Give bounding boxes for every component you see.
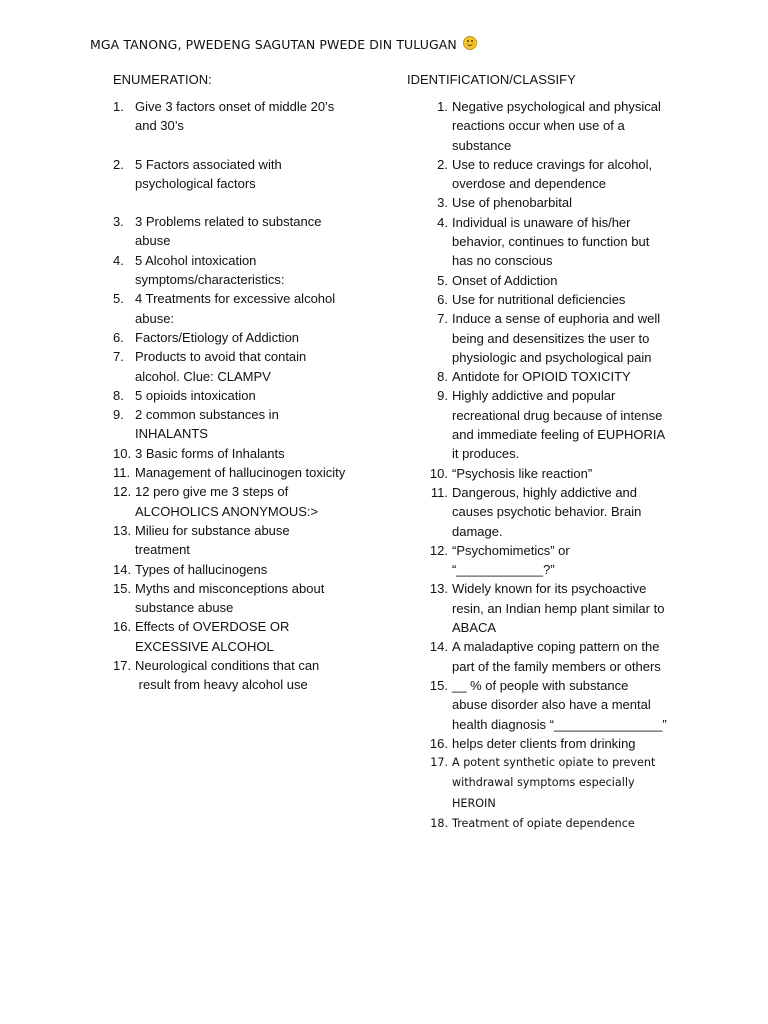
item-text-line: Widely known for its psychoactive: [452, 581, 647, 597]
item-text-line: Individual is unaware of his/her: [452, 214, 631, 230]
item-text-line: Use for nutritional deficiencies: [452, 291, 626, 307]
item-number: 4.: [437, 214, 448, 230]
item-number: 14.: [429, 639, 448, 655]
item-text-line: Products to avoid that contain: [135, 349, 307, 365]
list-item: [428, 367, 688, 386]
item-text-line: abuse:: [135, 310, 175, 326]
item-text-line: 4 Treatments for excessive alcohol: [135, 291, 336, 307]
item-text-line: and 30’s: [135, 118, 184, 134]
item-text-line: Management of hallucinogen toxicity: [135, 465, 346, 481]
item-text-line: ABACA: [452, 620, 497, 636]
item-text-line: alcohol. Clue: CLAMPV: [135, 368, 271, 384]
list-item: [428, 213, 688, 271]
item-number: 17.: [430, 756, 448, 770]
item-text-line: Negative psychological and physical: [452, 99, 661, 114]
identification-title: IDENTIFICATION/CLASSIFY: [407, 72, 576, 87]
list-item: [113, 212, 373, 251]
item-text-line: it produces.: [452, 446, 520, 462]
list-item: [428, 155, 688, 194]
item-text-line: substance abuse: [135, 600, 234, 616]
item-text-line: causes psychotic behavior. Brain: [452, 504, 642, 520]
item-text-line: Onset of Addiction: [452, 272, 558, 288]
item-text-line: HEROIN: [452, 796, 496, 810]
item-text-line: 5 opioids intoxication: [135, 387, 256, 403]
item-number: 3.: [113, 214, 124, 230]
item-text-line: Factors/Etiology of Addiction: [135, 329, 300, 345]
item-text-line: “Psychosis like reaction”: [452, 465, 593, 481]
list-item: [428, 464, 688, 483]
item-number: 13.: [429, 581, 448, 597]
list-item: [428, 541, 688, 580]
item-text-line: “____________?”: [452, 562, 555, 578]
enumeration-list: [113, 97, 373, 695]
item-number: 11.: [113, 465, 131, 481]
item-text-line: symptoms/characteristics:: [135, 272, 285, 288]
list-item: [113, 386, 373, 405]
identification-list: [428, 97, 688, 834]
item-number: 2.: [437, 156, 448, 172]
item-text-line: A maladaptive coping pattern on the: [452, 639, 660, 655]
item-text-line: “Psychomimetics” or: [452, 542, 570, 558]
item-number: 17.: [113, 658, 132, 674]
list-item: [113, 521, 373, 560]
item-text-line: 5 Factors associated with: [135, 156, 282, 172]
header-title: MGA TANONG, PWEDENG SAGUTAN PWEDE DIN TULUGAN: [90, 37, 457, 52]
item-text-line: Highly addictive and popular: [452, 388, 616, 404]
item-text-line: Induce a sense of euphoria and well: [452, 311, 661, 327]
item-text-line: treatment: [135, 542, 190, 558]
item-number: 8.: [437, 369, 448, 385]
list-item: [428, 271, 688, 290]
enumeration-title: ENUMERATION:: [113, 72, 212, 87]
list-item: [428, 814, 688, 834]
item-number: 13.: [113, 522, 132, 538]
list-item: [113, 444, 373, 463]
item-number: 7.: [113, 349, 124, 365]
list-item: [428, 386, 688, 463]
item-number: 15.: [113, 580, 132, 596]
item-number: 2.: [113, 156, 124, 172]
item-text-line: 12 pero give me 3 steps of: [135, 484, 289, 500]
item-text-line: __ % of people with substance: [452, 677, 629, 693]
item-number: 16.: [429, 735, 448, 751]
list-item: [113, 656, 373, 695]
list-item: [428, 579, 688, 637]
item-text-line: substance: [452, 137, 512, 153]
list-item: [113, 482, 373, 521]
item-text-line: health diagnosis “_______________”: [452, 716, 667, 732]
item-text-line: 3 Basic forms of Inhalants: [135, 445, 285, 461]
item-text-line: resin, an Indian hemp plant similar to: [452, 600, 665, 616]
item-text-line: ALCOHOLICS ANONYMOUS:>: [135, 503, 319, 519]
item-text-line: has no conscious: [452, 253, 553, 269]
item-text-line: Myths and misconceptions about: [135, 580, 325, 596]
item-text-line: INHALANTS: [135, 426, 208, 442]
item-text-line: being and desensitizes the user to: [452, 330, 650, 346]
item-text-line: 2 common substances in: [135, 407, 279, 423]
item-number: 11.: [430, 484, 448, 500]
item-number: 12.: [113, 484, 132, 500]
list-item: [113, 251, 373, 290]
list-item: [113, 289, 373, 328]
item-number: 10.: [113, 445, 132, 461]
item-number: 4.: [113, 252, 124, 268]
item-number: 9.: [113, 407, 124, 423]
list-item: [428, 637, 688, 676]
list-item: [428, 483, 688, 541]
page-header: [90, 36, 477, 52]
item-number: 5.: [113, 291, 124, 307]
item-text-line: Treatment of opiate dependence: [452, 816, 635, 830]
item-text-line: recreational drug because of intense: [452, 407, 663, 423]
item-number: 15.: [429, 677, 448, 693]
list-item: [428, 193, 688, 212]
list-item: [113, 405, 373, 444]
item-text-line: psychological factors: [135, 175, 256, 191]
item-text-line: behavior, continues to function but: [452, 234, 650, 250]
item-number: 10.: [429, 465, 448, 481]
item-number: 6.: [437, 291, 448, 307]
item-text-line: Milieu for substance abuse: [135, 522, 290, 538]
item-number: 8.: [113, 387, 124, 403]
item-text-line: Give 3 factors onset of middle 20’s: [135, 99, 335, 114]
item-text-line: 3 Problems related to substance: [135, 214, 322, 230]
item-number: 6.: [113, 329, 124, 345]
list-item: [428, 734, 688, 753]
item-text-line: Antidote for OPIOID TOXICITY: [452, 369, 631, 385]
list-item: [428, 290, 688, 309]
list-item: [113, 97, 373, 136]
list-item: [113, 560, 373, 579]
list-item: [113, 155, 373, 194]
item-text-line: Effects of OVERDOSE OR: [135, 619, 290, 635]
list-item: [113, 347, 373, 386]
list-item: [113, 617, 373, 656]
item-text-line: 5 Alcohol intoxication: [135, 252, 257, 268]
item-number: 1.: [437, 99, 448, 114]
item-text-line: damage.: [452, 523, 503, 539]
item-text-line: abuse: [135, 233, 171, 249]
item-text-line: A potent synthetic opiate to prevent: [452, 756, 656, 770]
list-item: [428, 753, 688, 814]
item-text-line: Types of hallucinogens: [135, 561, 268, 577]
item-number: 3.: [437, 195, 448, 211]
item-number: 12.: [429, 542, 448, 558]
item-number: 1.: [113, 99, 124, 114]
item-text-line: Use to reduce cravings for alcohol,: [452, 156, 653, 172]
item-text-line: Dangerous, highly addictive and: [452, 484, 638, 500]
list-item: [428, 309, 688, 367]
item-text-line: overdose and dependence: [452, 176, 606, 192]
list-item: [113, 579, 373, 618]
list-item: [113, 463, 373, 482]
list-item: [428, 97, 688, 155]
item-text-line: EXCESSIVE ALCOHOL: [135, 638, 274, 654]
item-text-line: withdrawal symptoms especially: [452, 776, 635, 790]
item-number: 5.: [437, 272, 448, 288]
item-text-line: Neurological conditions that can: [135, 658, 320, 674]
item-text-line: helps deter clients from drinking: [452, 735, 636, 751]
item-text-line: part of the family members or others: [452, 658, 661, 674]
item-number: 14.: [113, 561, 132, 577]
item-text-line: and immediate feeling of EUPHORIA: [452, 427, 666, 443]
item-number: 16.: [113, 619, 132, 635]
item-number: 9.: [437, 388, 448, 404]
smiley-face-icon: [463, 36, 477, 50]
item-text-line: physiologic and psychological pain: [452, 349, 652, 365]
list-item: [113, 328, 373, 347]
item-number: 18.: [430, 816, 448, 830]
item-text-line: reactions occur when use of a: [452, 118, 625, 134]
item-text-line: abuse disorder also have a mental: [452, 697, 651, 713]
item-number: 7.: [437, 311, 448, 327]
item-text-line: result from heavy alcohol use: [135, 677, 308, 693]
list-item: [428, 676, 688, 734]
item-text-line: Use of phenobarbital: [452, 195, 572, 211]
